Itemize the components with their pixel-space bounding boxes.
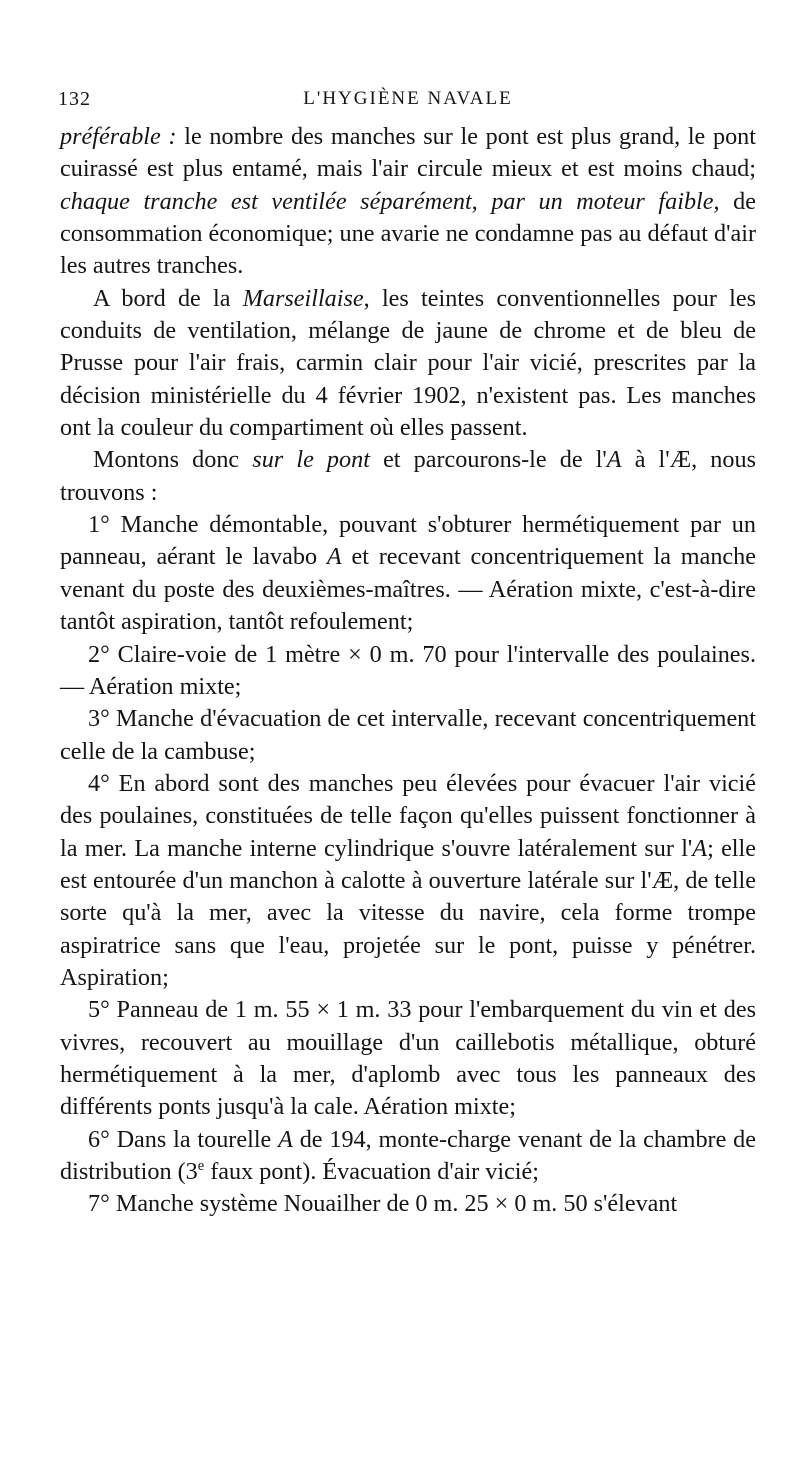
list-item-7 <box>60 1188 756 1220</box>
text-segment: de 194, monte-charge venant de la chambre de distribution (3 <box>60 1125 757 1185</box>
italic-text: A <box>326 543 342 571</box>
italic-text: A <box>278 1125 293 1153</box>
list-item-5 <box>60 994 756 1123</box>
text-segment: 5° Panneau de 1 m. 55 × 1 m. 33 pour l'embarquement du vin et des vivres, recouvert au mouillage d'un caillebotis métallique, obturé hermétiquement à la mer, d'aplomb avec tous les panneaux des différents ponts jusqu'à la cale. Aération mixte; <box>60 996 756 1121</box>
list-item-2 <box>60 639 756 704</box>
text-segment: ; elle est entourée d'un manchon à calotte à ouverture latérale sur l'Æ, de telle sorte qu'à la mer, avec la vitesse du navire, cela forme trompe aspiratrice sans que l'eau, projetée sur le pont, puisse y pénétrer. Aspiration; <box>60 834 756 991</box>
page-header <box>58 88 758 118</box>
text-segment: 4° En abord sont des manches peu élevées pour évacuer l'air vicié des poulaines, constituées de telle façon qu'elles puissent fonctionner à la mer. La manche interne cylindrique s'ouvre latéralement sur l' <box>60 769 756 862</box>
text-segment: de consommation économique; une avarie ne condamne pas au défaut d'air les autres tranches. <box>60 187 756 280</box>
list-item-3 <box>60 703 756 768</box>
italic-text: sur le pont <box>252 446 370 474</box>
paragraph-continuation <box>60 121 756 283</box>
body-text <box>60 121 756 1221</box>
italic-text: chaque tranche est ventilée séparément, par un moteur faible, <box>60 187 720 215</box>
list-item-4 <box>60 768 756 994</box>
text-segment: à l'Æ, nous trouvons : <box>60 446 757 506</box>
italic-text: Marseillaise <box>242 284 364 312</box>
italic-text: A <box>692 834 708 862</box>
text-segment: , les teintes conventionnelles pour les conduits de ventilation, mélange de jaune de chrome et de bleu de Prusse pour l'air frais, carmin clair pour l'air vicié, prescrites par la décision ministérielle du 4 février 1902, n'existent pas. Les manches ont la couleur du compartiment où elles passent. <box>60 284 756 442</box>
list-item-6 <box>60 1124 756 1189</box>
text-segment: 6° Dans la tourelle <box>88 1125 279 1153</box>
text-segment: Montons donc <box>93 446 253 474</box>
text-segment: 7° Manche système Nouailher de 0 m. 25 × 0 m. 50 s'élevant <box>88 1190 678 1218</box>
text-segment: 2° Claire-voie de 1 mètre × 0 m. 70 pour l'intervalle des poulaines. — Aération mixte; <box>60 640 756 700</box>
italic-text: A <box>606 446 622 474</box>
list-item-1 <box>60 509 756 638</box>
paragraph-marseillaise <box>60 283 756 445</box>
running-title: L'HYGIÈNE NAVALE <box>303 88 513 109</box>
italic-text: préférable : <box>60 123 177 150</box>
page-number: 132 <box>58 88 91 110</box>
superscript-text: e <box>197 1157 205 1174</box>
paragraph-sur-le-pont <box>60 444 756 509</box>
text-segment: et parcourons-le de l' <box>369 446 607 474</box>
text-segment: 3° Manche d'évacuation de cet intervalle, recevant concentriquement celle de la cambuse; <box>60 705 756 765</box>
text-segment: faux pont). Évacuation d'air vicié; <box>204 1158 539 1185</box>
text-segment: 1° Manche démontable, pouvant s'obturer hermétiquement par un panneau, aérant le lavabo <box>60 511 756 571</box>
text-segment: et recevant concentriquement la manche venant du poste des deuxièmes-maîtres. — Aération mixte, c'est-à-dire tantôt aspiration, tantôt refoulement; <box>60 543 756 636</box>
text-segment: A bord de la <box>93 284 243 312</box>
text-segment: le nombre des manches sur le pont est plus grand, le pont cuirassé est plus entamé, mais l'air circule mieux et est moins chaud; <box>60 123 756 183</box>
